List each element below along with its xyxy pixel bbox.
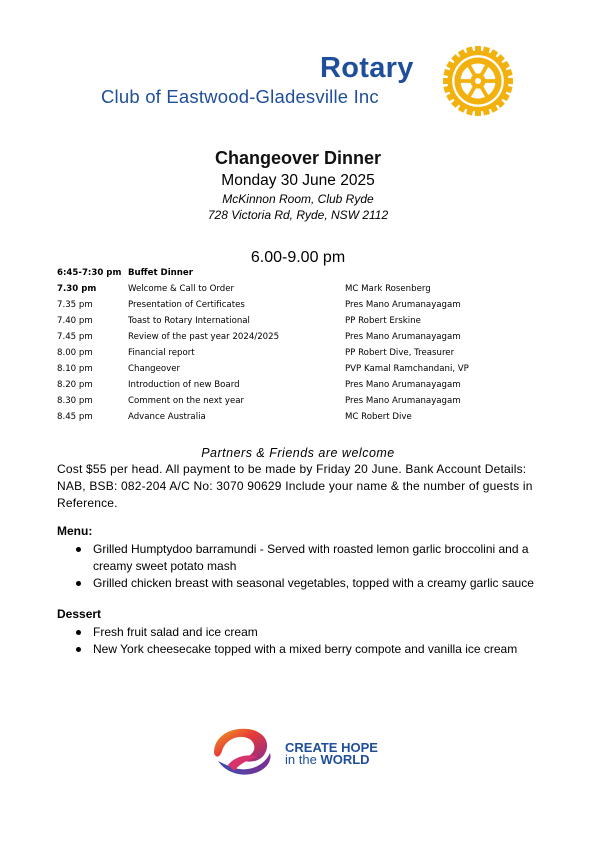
- schedule-presenter: Pres Mano Arumanayagam: [345, 332, 461, 342]
- dessert-item-text: Fresh fruit salad and ice cream: [93, 625, 258, 639]
- create-hope-line2-bold: WORLD: [320, 752, 370, 767]
- schedule-event: Presentation of Certificates: [128, 300, 245, 310]
- schedule-time: 8.20 pm: [57, 380, 93, 390]
- schedule-event: Financial report: [128, 348, 195, 358]
- schedule-event: Welcome & Call to Order: [128, 284, 235, 294]
- menu-item-text: Grilled chicken breast with seasonal vegetables, topped with a creamy garlic sauce: [93, 576, 534, 590]
- schedule-time: 8.10 pm: [57, 364, 93, 374]
- schedule-time: 7.40 pm: [57, 316, 93, 326]
- schedule-presenter: PP Robert Erskine: [345, 316, 421, 326]
- menu-heading: Menu:: [57, 524, 93, 538]
- event-address: 728 Victoria Rd, Ryde, NSW 2112: [207, 208, 389, 222]
- schedule-time: 7.30 pm: [57, 284, 97, 294]
- dessert-heading: Dessert: [57, 607, 102, 621]
- schedule-presenter: Pres Mano Arumanayagam: [345, 380, 461, 390]
- menu-item: [76, 575, 566, 592]
- schedule-time: 7.35 pm: [57, 300, 93, 310]
- dessert-item: [76, 624, 566, 641]
- schedule-event: Advance Australia: [128, 412, 206, 422]
- schedule-time: 7.45 pm: [57, 332, 93, 342]
- schedule-event: Changeover: [128, 364, 181, 374]
- schedule-time: 8.00 pm: [57, 348, 93, 358]
- bullet-icon: [76, 647, 81, 652]
- event-title: Changeover Dinner: [214, 148, 382, 168]
- rotary-wheel-icon: [440, 43, 516, 119]
- schedule-event: Buffet Dinner: [128, 268, 193, 278]
- schedule-presenter: PP Robert Dive, Treasurer: [345, 348, 455, 358]
- schedule-presenter: MC Mark Rosenberg: [345, 284, 431, 294]
- schedule-event: Review of the past year 2024/2025: [128, 332, 280, 342]
- schedule-event: Comment on the next year: [128, 396, 245, 406]
- club-name: Club of Eastwood-Gladesville Inc: [101, 86, 379, 107]
- dessert-item: [76, 641, 566, 658]
- schedule-presenter: PVP Kamal Ramchandani, VP: [345, 364, 469, 374]
- create-hope-line2: [285, 752, 370, 767]
- dessert-item-text: New York cheesecake topped with a mixed berry compote and vanilla ice cream: [93, 642, 518, 656]
- cost-payment-details: Cost $55 per head. All payment to be made by Friday 20 June. Bank Account Details: NAB, BSB: 082-204 A/C No: 3070 90629 Include your name & the number of guests in Reference.: [57, 462, 533, 510]
- bullet-icon: [76, 630, 81, 635]
- create-hope-swirl-icon: [208, 723, 276, 781]
- create-hope-line1: CREATE HOPE: [285, 740, 378, 755]
- create-hope-line2-prefix: in the: [285, 752, 317, 767]
- partners-note: Partners & Friends are welcome: [201, 446, 395, 460]
- schedule-event: Toast to Rotary International: [128, 316, 250, 326]
- schedule-presenter: Pres Mano Arumanayagam: [345, 300, 461, 310]
- event-date: Monday 30 June 2025: [221, 172, 375, 189]
- bullet-icon: [76, 581, 81, 586]
- bullet-icon: [76, 547, 81, 552]
- schedule-presenter: MC Robert Dive: [345, 412, 412, 422]
- schedule-time: 8.30 pm: [57, 396, 93, 406]
- schedule-time: 8.45 pm: [57, 412, 93, 422]
- rotary-wordmark: Rotary: [320, 52, 414, 84]
- schedule-time: 6:45-7:30 pm: [57, 268, 122, 278]
- schedule-presenter: Pres Mano Arumanayagam: [345, 396, 461, 406]
- schedule-event: Introduction of new Board: [128, 380, 240, 390]
- event-time-range: 6.00-9.00 pm: [250, 249, 346, 266]
- menu-item-text: Grilled Humptydoo barramundi - Served with roasted lemon garlic broccolini and a creamy sweet potato mash: [93, 542, 529, 573]
- menu-item: [76, 541, 566, 575]
- event-venue: McKinnon Room, Club Ryde: [222, 192, 374, 206]
